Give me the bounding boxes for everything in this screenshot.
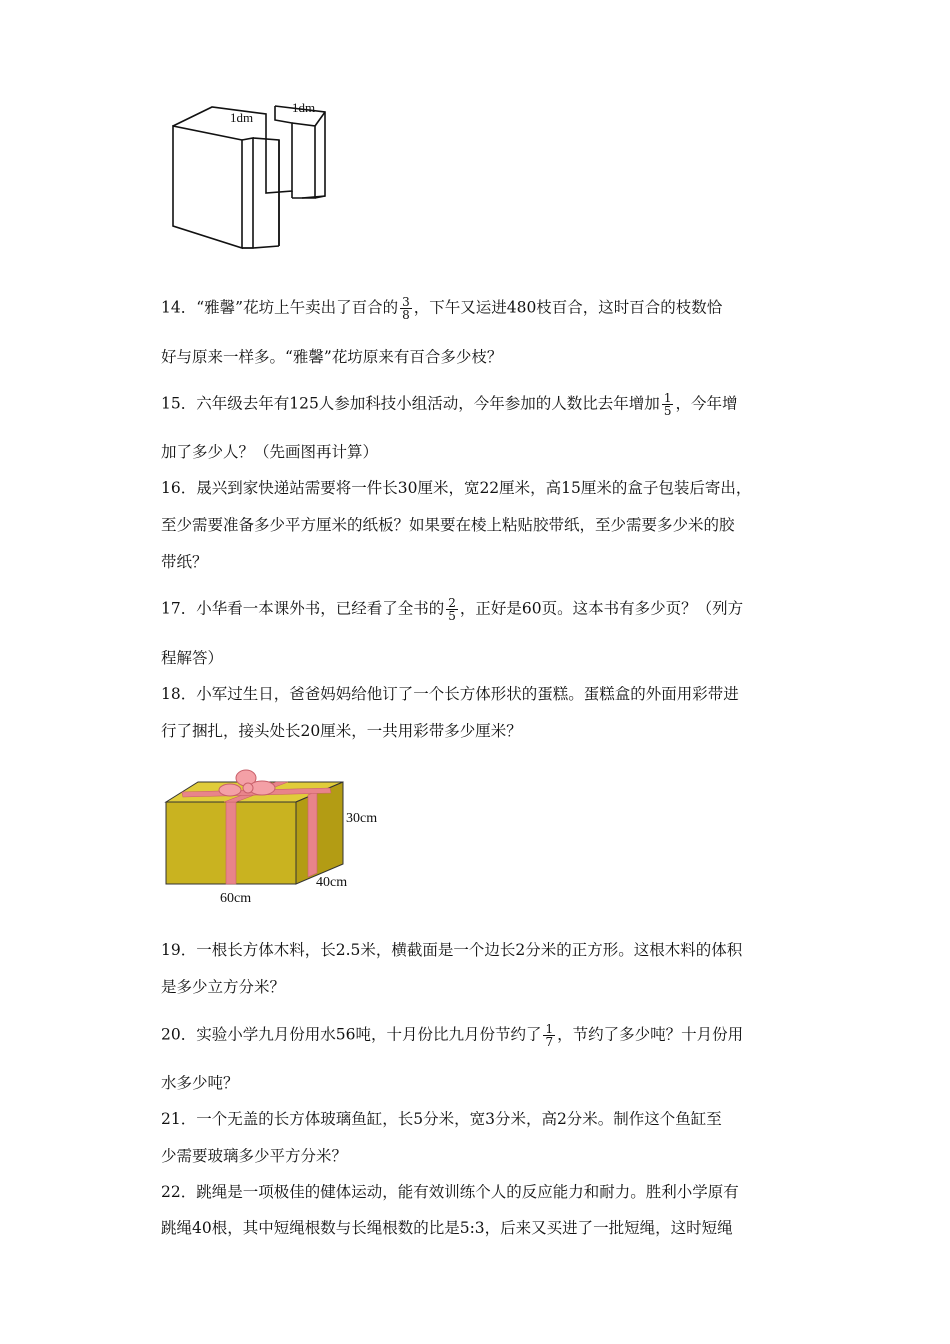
fraction-2-5: $\frac{2}{5}$ bbox=[448, 596, 456, 623]
q17-line2: 程解答） bbox=[161, 649, 224, 667]
fraction-1-7: $\frac{1}{7}$ bbox=[545, 1022, 554, 1049]
q18-line2: 行了捆扎，接头处长20厘米，一共用彩带多少厘米？ bbox=[161, 722, 522, 740]
q14-line2: 好与原来一样多。“雅馨”花坊原来有百合多少枝？ bbox=[161, 348, 503, 366]
height-label: 30cm bbox=[346, 811, 378, 826]
q16-line1: 16．晟兴到家快递站需要将一件长30厘米，宽22厘米，高15厘米的盒子包装后寄出， bbox=[161, 479, 752, 497]
q22-line2: 跳绳40根，其中短绳根数与长绳根数的比是5:3，后来又买进了一批短绳，这时短绳 bbox=[161, 1219, 733, 1237]
q14-line1: 14．“雅馨”花坊上午卖出了百合的 $\frac{3}{8}$ ，下午又运进480枝百合，这时百合的枝数恰 bbox=[161, 295, 723, 322]
q20-line2: 水多少吨？ bbox=[161, 1074, 239, 1092]
q17-line1: 17．小华看一本课外书，已经看了全书的 $\frac{2}{5}$ ，正好是60页。这本书有多少页？（列方 bbox=[161, 596, 744, 623]
fraction-1-5: $\frac{1}{5}$ bbox=[663, 391, 672, 418]
label-1dm-left: 1dm bbox=[230, 110, 254, 125]
depth-label: 40cm bbox=[316, 875, 348, 890]
q15-line2: 加了多少人？（先画图再计算） bbox=[161, 443, 379, 461]
q22-line1: 22．跳绳是一项极佳的健体运动，能有效训练个人的反应能力和耐力。胜利小学原有 bbox=[161, 1183, 739, 1201]
length-label: 60cm bbox=[220, 891, 252, 906]
gift-box-figure bbox=[158, 764, 398, 914]
q19-line2: 是多少立方分米？ bbox=[161, 978, 286, 996]
solid-figure bbox=[160, 90, 360, 260]
label-1dm-right: 1dm bbox=[292, 100, 316, 115]
fraction-3-8: $\frac{3}{8}$ bbox=[402, 295, 410, 322]
q21-line1: 21．一个无盖的长方体玻璃鱼缸，长5分米，宽3分米，高2分米。制作这个鱼缸至 bbox=[161, 1110, 722, 1128]
q20-line1: 20．实验小学九月份用水56吨，十月份比九月份节约了 $\frac{1}{7}$ ，节约了多少吨？十月份用 bbox=[161, 1022, 744, 1049]
q16-line3: 带纸？ bbox=[161, 553, 208, 571]
q15-line1: 15．六年级去年有125人参加科技小组活动，今年参加的人数比去年增加 $\frac{1}{5}$ ，今年增 bbox=[161, 391, 738, 418]
q21-line2: 少需要玻璃多少平方分米？ bbox=[161, 1147, 348, 1165]
q19-line1: 19．一根长方体木料，长2.5米，横截面是一个边长2分米的正方形。这根木料的体积 bbox=[161, 941, 743, 959]
q18-line1: 18．小军过生日，爸爸妈妈给他订了一个长方体形状的蛋糕。蛋糕盒的外面用彩带进 bbox=[161, 685, 739, 703]
q16-line2: 至少需要准备多少平方厘米的纸板？如果要在棱上粘贴胶带纸，至少需要多少米的胶 bbox=[161, 516, 735, 534]
